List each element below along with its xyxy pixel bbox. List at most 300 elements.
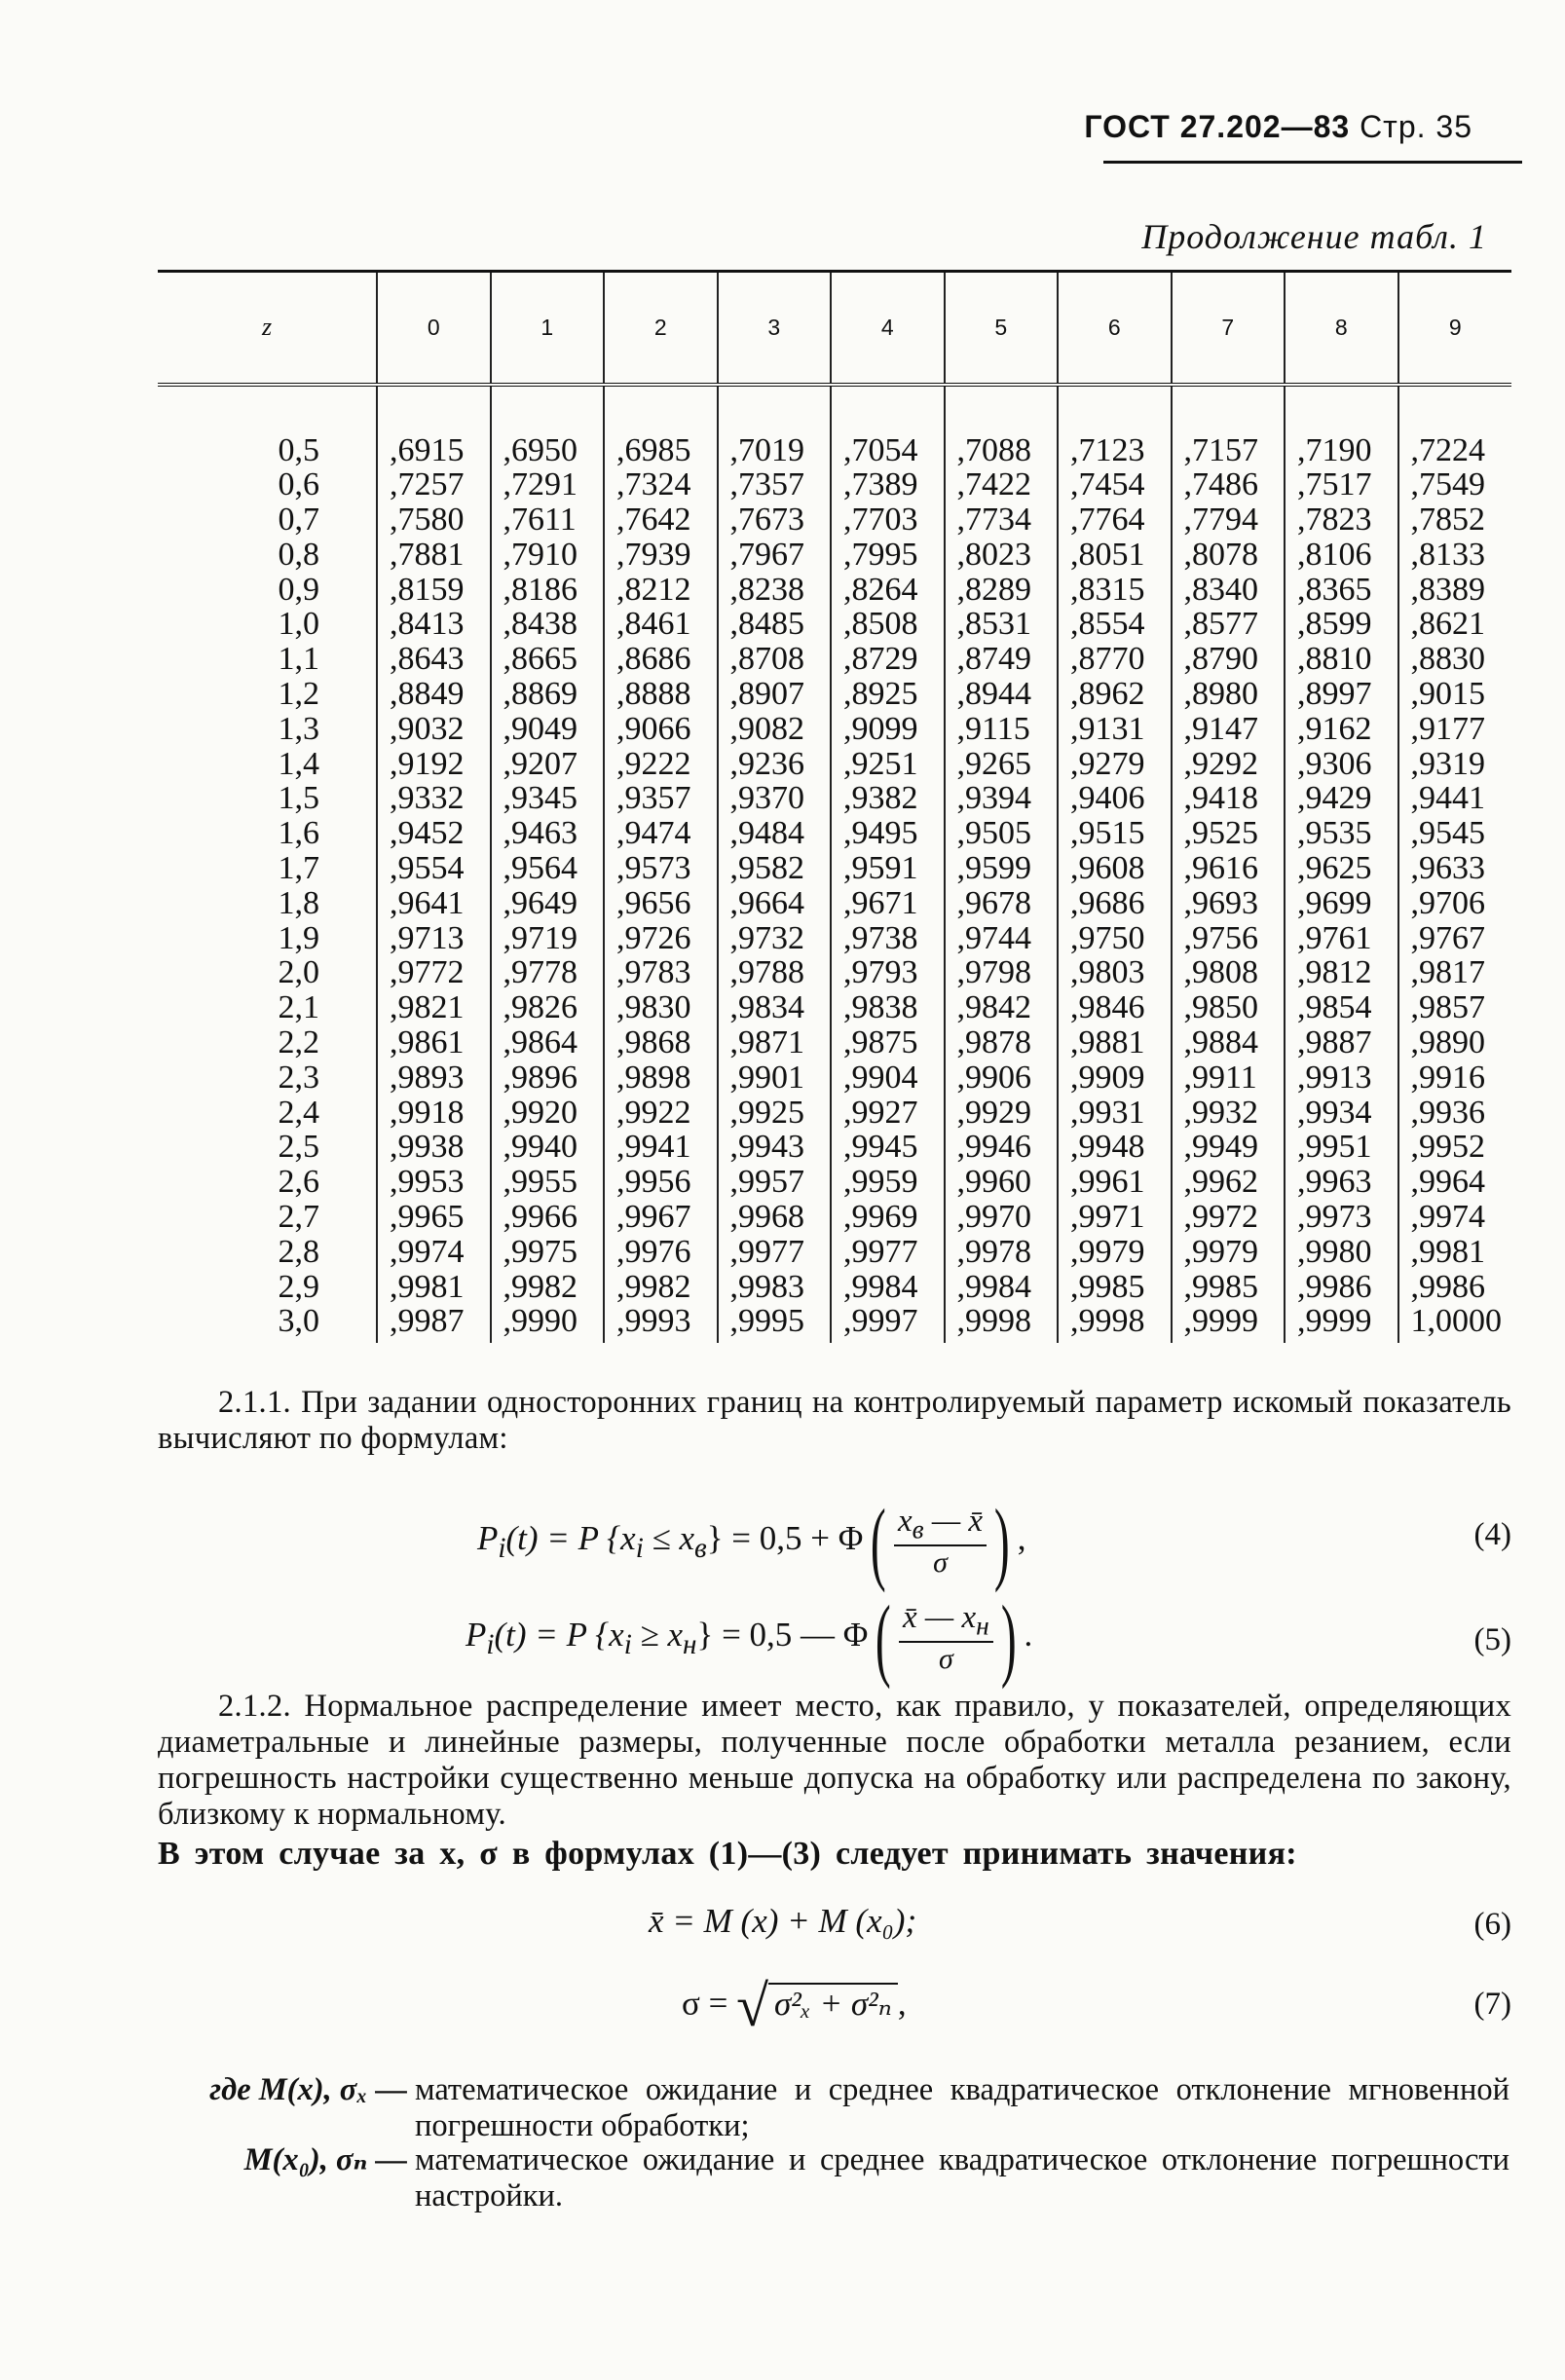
table-cell: ,9783 bbox=[604, 955, 718, 990]
table-cell: ,9032 bbox=[377, 712, 491, 747]
z-value-cell: 1,4 bbox=[278, 745, 319, 782]
table-cell: ,8289 bbox=[945, 573, 1059, 608]
table-cell: ,9633 bbox=[1398, 851, 1512, 886]
table-cell: ,9967 bbox=[604, 1200, 718, 1235]
table-cell: ,9049 bbox=[491, 712, 605, 747]
table-cell: ,9850 bbox=[1172, 990, 1286, 1025]
table-cell: ,9887 bbox=[1285, 1025, 1398, 1060]
table-cell: ,9964 bbox=[1398, 1165, 1512, 1200]
table-cell: ,8599 bbox=[1285, 607, 1398, 642]
table-cell: ,9484 bbox=[718, 816, 832, 851]
table-cell: ,9956 bbox=[604, 1165, 718, 1200]
table-cell: ,9993 bbox=[604, 1304, 718, 1343]
table-cell: ,7764 bbox=[1058, 502, 1172, 538]
table-cell: ,9515 bbox=[1058, 816, 1172, 851]
table-row bbox=[158, 955, 1511, 990]
table-cell: ,8413 bbox=[377, 607, 491, 642]
table-cell: ,8023 bbox=[945, 538, 1059, 573]
table-cell: ,9713 bbox=[377, 921, 491, 956]
table-cell: ,6950 bbox=[491, 385, 605, 468]
table-cell: ,9656 bbox=[604, 886, 718, 921]
equation-number-6: (6) bbox=[1473, 1907, 1511, 1942]
eq-subscript: в bbox=[694, 1533, 707, 1565]
eq-subscript: i bbox=[498, 1533, 506, 1565]
table-cell: ,7517 bbox=[1285, 467, 1398, 502]
table-cell: ,9984 bbox=[945, 1270, 1059, 1305]
table-header-row bbox=[158, 272, 1511, 385]
table-cell: ,7257 bbox=[377, 467, 491, 502]
table-cell: ,9812 bbox=[1285, 955, 1398, 990]
table-cell: ,9616 bbox=[1172, 851, 1286, 886]
z-value-cell: 0,8 bbox=[278, 536, 319, 573]
table-row bbox=[158, 1060, 1511, 1096]
table-cell: ,8907 bbox=[718, 677, 832, 712]
fraction bbox=[899, 1600, 993, 1677]
table-cell: ,9664 bbox=[718, 886, 832, 921]
table-cell: ,9608 bbox=[1058, 851, 1172, 886]
z-value-cell: 1,5 bbox=[278, 780, 319, 817]
paragraph-2-1-1 bbox=[158, 1385, 1511, 1457]
eq-subscript: i bbox=[623, 1629, 632, 1661]
column-header: 2 bbox=[604, 272, 718, 385]
table-cell: ,8051 bbox=[1058, 538, 1172, 573]
table-cell: ,8461 bbox=[604, 607, 718, 642]
table-cell: ,7486 bbox=[1172, 467, 1286, 502]
table-cell: ,9898 bbox=[604, 1060, 718, 1096]
table-cell: ,9896 bbox=[491, 1060, 605, 1096]
table-cell: ,8770 bbox=[1058, 642, 1172, 677]
column-header: 9 bbox=[1398, 272, 1512, 385]
equation-number-4: (4) bbox=[1473, 1517, 1511, 1552]
table-cell: ,9429 bbox=[1285, 781, 1398, 816]
radicand: σ²ₓ + σ²ₙ bbox=[768, 1983, 898, 2023]
eq-subscript: н bbox=[976, 1610, 989, 1641]
table-row bbox=[158, 990, 1511, 1025]
table-cell: ,9292 bbox=[1172, 747, 1286, 782]
table-cell: ,9974 bbox=[377, 1235, 491, 1270]
table-cell: ,8888 bbox=[604, 677, 718, 712]
table-cell: ,9979 bbox=[1058, 1235, 1172, 1270]
table-cell: ,9750 bbox=[1058, 921, 1172, 956]
definition-label: M(x₀), σₙ — bbox=[243, 2142, 407, 2177]
table-cell: ,9306 bbox=[1285, 747, 1398, 782]
table-cell: ,9960 bbox=[945, 1165, 1059, 1200]
table-cell: ,9945 bbox=[831, 1130, 945, 1165]
z-value-cell: 0,9 bbox=[278, 571, 319, 608]
table-cell: ,7642 bbox=[604, 502, 718, 538]
table-cell: ,9236 bbox=[718, 747, 832, 782]
table-cell: ,9968 bbox=[718, 1200, 832, 1235]
table-cell: ,9986 bbox=[1285, 1270, 1398, 1305]
table-cell: ,8078 bbox=[1172, 538, 1286, 573]
table-cell: ,9970 bbox=[945, 1200, 1059, 1235]
table-cell: ,9573 bbox=[604, 851, 718, 886]
table-cell: ,9985 bbox=[1058, 1270, 1172, 1305]
left-paren: ( bbox=[871, 1490, 887, 1593]
z-value-cell: 1,9 bbox=[278, 919, 319, 956]
table-cell: ,9861 bbox=[377, 1025, 491, 1060]
eq-symbol: P bbox=[466, 1616, 487, 1655]
eq-symbol: P bbox=[477, 1519, 499, 1558]
right-paren: ) bbox=[1000, 1586, 1017, 1690]
table-cell: ,9932 bbox=[1172, 1096, 1286, 1131]
table-cell: ,8962 bbox=[1058, 677, 1172, 712]
table-cell: ,9920 bbox=[491, 1096, 605, 1131]
table-cell: ,8643 bbox=[377, 642, 491, 677]
z-value-cell: 2,0 bbox=[278, 954, 319, 991]
table-cell: ,7224 bbox=[1398, 385, 1512, 468]
table-cell: ,9082 bbox=[718, 712, 832, 747]
table-cell: ,9925 bbox=[718, 1096, 832, 1131]
table-cell: ,9131 bbox=[1058, 712, 1172, 747]
table-cell: ,8508 bbox=[831, 607, 945, 642]
table-cell: ,9922 bbox=[604, 1096, 718, 1131]
table-cell: ,9999 bbox=[1172, 1304, 1286, 1343]
table-row bbox=[158, 538, 1511, 573]
table-cell: ,9726 bbox=[604, 921, 718, 956]
table-cell: ,9452 bbox=[377, 816, 491, 851]
z-value-cell: 1,3 bbox=[278, 710, 319, 747]
table-cell: ,8686 bbox=[604, 642, 718, 677]
table-cell: ,7019 bbox=[718, 385, 832, 468]
table-cell: ,9582 bbox=[718, 851, 832, 886]
table-row bbox=[158, 1130, 1511, 1165]
table-cell: ,9345 bbox=[491, 781, 605, 816]
table-row bbox=[158, 886, 1511, 921]
table-cell: ,8186 bbox=[491, 573, 605, 608]
table-cell: ,9864 bbox=[491, 1025, 605, 1060]
table-cell: ,9971 bbox=[1058, 1200, 1172, 1235]
table-row bbox=[158, 1235, 1511, 1270]
table-cell: ,9406 bbox=[1058, 781, 1172, 816]
table-cell: ,9980 bbox=[1285, 1235, 1398, 1270]
table-cell: ,9929 bbox=[945, 1096, 1059, 1131]
z-value-cell: 2,4 bbox=[278, 1094, 319, 1131]
table-cell: ,9591 bbox=[831, 851, 945, 886]
z-value-cell: 0,5 bbox=[278, 431, 319, 468]
definition-text: математическое ожидание и среднее квадратическое отклонение мгновенной погрешности обработки; bbox=[415, 2072, 1509, 2143]
fraction-denominator: σ bbox=[933, 1546, 948, 1580]
table-row bbox=[158, 385, 1511, 468]
table-row bbox=[158, 1096, 1511, 1131]
fraction-numerator: x bbox=[897, 1503, 913, 1539]
table-cell: ,9671 bbox=[831, 886, 945, 921]
table-cell: ,8869 bbox=[491, 677, 605, 712]
table-cell: ,9977 bbox=[831, 1235, 945, 1270]
z-value-cell: 1,8 bbox=[278, 884, 319, 921]
table-cell: ,7389 bbox=[831, 467, 945, 502]
table-cell: ,9927 bbox=[831, 1096, 945, 1131]
column-header: 7 bbox=[1172, 272, 1286, 385]
z-value-cell: 1,6 bbox=[278, 815, 319, 852]
table-cell: ,7673 bbox=[718, 502, 832, 538]
table-cell: ,9686 bbox=[1058, 886, 1172, 921]
table-cell: ,9370 bbox=[718, 781, 832, 816]
table-cell: ,8577 bbox=[1172, 607, 1286, 642]
table-cell: ,9778 bbox=[491, 955, 605, 990]
table-cell: ,9969 bbox=[831, 1200, 945, 1235]
table-cell: ,9418 bbox=[1172, 781, 1286, 816]
table-cell: ,9803 bbox=[1058, 955, 1172, 990]
table-cell: ,9979 bbox=[1172, 1235, 1286, 1270]
table-cell: ,8554 bbox=[1058, 607, 1172, 642]
z-value-cell: 1,0 bbox=[278, 606, 319, 643]
table-cell: ,9909 bbox=[1058, 1060, 1172, 1096]
table-cell: ,9761 bbox=[1285, 921, 1398, 956]
table-cell: ,9474 bbox=[604, 816, 718, 851]
table-cell: ,9649 bbox=[491, 886, 605, 921]
table-cell: ,9756 bbox=[1172, 921, 1286, 956]
table-row bbox=[158, 467, 1511, 502]
table-cell: ,9953 bbox=[377, 1165, 491, 1200]
table-cell: ,9319 bbox=[1398, 747, 1512, 782]
column-header: 5 bbox=[945, 272, 1059, 385]
table-cell: ,9854 bbox=[1285, 990, 1398, 1025]
table-cell: ,9641 bbox=[377, 886, 491, 921]
table-cell: ,9767 bbox=[1398, 921, 1512, 956]
z-value-cell: 1,7 bbox=[278, 850, 319, 887]
table-cell: ,9332 bbox=[377, 781, 491, 816]
z-value-cell: 2,2 bbox=[278, 1024, 319, 1061]
table-cell: ,7123 bbox=[1058, 385, 1172, 468]
table-cell: ,9936 bbox=[1398, 1096, 1512, 1131]
eq-subscript: н bbox=[683, 1629, 697, 1661]
page-header bbox=[1084, 109, 1472, 145]
z-value-cell: 2,8 bbox=[278, 1233, 319, 1270]
page-number: Стр. 35 bbox=[1360, 109, 1472, 144]
table-cell: ,9821 bbox=[377, 990, 491, 1025]
table-cell: ,9868 bbox=[604, 1025, 718, 1060]
table-cell: ,9732 bbox=[718, 921, 832, 956]
table-cell: ,9901 bbox=[718, 1060, 832, 1096]
eq-text: , bbox=[1017, 1519, 1026, 1558]
table-cell: ,9772 bbox=[377, 955, 491, 990]
table-row bbox=[158, 642, 1511, 677]
normal-distribution-table bbox=[158, 270, 1511, 1343]
table-cell: ,6915 bbox=[377, 385, 491, 468]
table-cell: ,9099 bbox=[831, 712, 945, 747]
table-cell: ,8315 bbox=[1058, 573, 1172, 608]
table-cell: ,9904 bbox=[831, 1060, 945, 1096]
table-row bbox=[158, 712, 1511, 747]
table-cell: ,9147 bbox=[1172, 712, 1286, 747]
table-cell: ,7734 bbox=[945, 502, 1059, 538]
column-header: 6 bbox=[1058, 272, 1172, 385]
table-cell: ,8749 bbox=[945, 642, 1059, 677]
table-cell: ,9990 bbox=[491, 1304, 605, 1343]
table-row bbox=[158, 1025, 1511, 1060]
table-cell: ,7422 bbox=[945, 467, 1059, 502]
table-cell: ,9115 bbox=[945, 712, 1059, 747]
eq-text: — x̄ bbox=[923, 1503, 984, 1539]
table-cell: ,9699 bbox=[1285, 886, 1398, 921]
z-value-cell: 2,7 bbox=[278, 1199, 319, 1236]
table-cell: ,9441 bbox=[1398, 781, 1512, 816]
table-cell: ,8708 bbox=[718, 642, 832, 677]
equation-5 bbox=[466, 1584, 1032, 1692]
table-cell: ,9599 bbox=[945, 851, 1059, 886]
table-cell: ,8729 bbox=[831, 642, 945, 677]
paragraph-text: 2.1.1. При задании односторонних границ на контролируемый параметр искомый показатель вычисляют по формулам: bbox=[158, 1385, 1511, 1456]
table-cell: ,8485 bbox=[718, 607, 832, 642]
eq-text: . bbox=[1024, 1616, 1033, 1655]
table-cell: ,8264 bbox=[831, 573, 945, 608]
table-cell: ,9943 bbox=[718, 1130, 832, 1165]
table-cell: ,9963 bbox=[1285, 1165, 1398, 1200]
table-cell: ,9975 bbox=[491, 1235, 605, 1270]
table-cell: ,9906 bbox=[945, 1060, 1059, 1096]
table-cell: ,9911 bbox=[1172, 1060, 1286, 1096]
table-cell: ,9015 bbox=[1398, 677, 1512, 712]
z-value-cell: 0,7 bbox=[278, 502, 319, 539]
table-cell: ,8340 bbox=[1172, 573, 1286, 608]
z-value-cell: 2,9 bbox=[278, 1268, 319, 1305]
table-cell: ,9251 bbox=[831, 747, 945, 782]
table-cell: ,8944 bbox=[945, 677, 1059, 712]
table-cell: ,8621 bbox=[1398, 607, 1512, 642]
table-cell: ,9934 bbox=[1285, 1096, 1398, 1131]
definition-2 bbox=[136, 2142, 1509, 2220]
table-cell: ,9977 bbox=[718, 1235, 832, 1270]
table-cell: ,8212 bbox=[604, 573, 718, 608]
z-value-cell: 2,1 bbox=[278, 989, 319, 1026]
table-cell: ,9788 bbox=[718, 955, 832, 990]
table-cell: ,8830 bbox=[1398, 642, 1512, 677]
table-cell: ,7967 bbox=[718, 538, 832, 573]
equation-6: x̄ = M (x) + M (x₀); bbox=[649, 1902, 917, 1940]
equation-4 bbox=[477, 1488, 1025, 1595]
table-cell: ,9986 bbox=[1398, 1270, 1512, 1305]
table-cell: ,9940 bbox=[491, 1130, 605, 1165]
table-row bbox=[158, 677, 1511, 712]
equation-number-5: (5) bbox=[1473, 1622, 1511, 1657]
table-cell: ,9871 bbox=[718, 1025, 832, 1060]
definition-1 bbox=[136, 2072, 1509, 2150]
table-cell: ,9564 bbox=[491, 851, 605, 886]
table-continuation-caption: Продолжение табл. 1 bbox=[1141, 217, 1487, 256]
table-cell: ,9838 bbox=[831, 990, 945, 1025]
left-paren: ( bbox=[876, 1586, 892, 1690]
table-cell: ,7190 bbox=[1285, 385, 1398, 468]
table-cell: ,9382 bbox=[831, 781, 945, 816]
table-cell: ,9962 bbox=[1172, 1165, 1286, 1200]
table-cell: ,9981 bbox=[1398, 1235, 1512, 1270]
table-cell: ,9842 bbox=[945, 990, 1059, 1025]
table-cell: ,9826 bbox=[491, 990, 605, 1025]
table-cell: ,7939 bbox=[604, 538, 718, 573]
table-cell: ,9875 bbox=[831, 1025, 945, 1060]
definition-text: математическое ожидание и среднее квадратическое отклонение погрешности настройки. bbox=[415, 2142, 1509, 2213]
table-cell: ,9706 bbox=[1398, 886, 1512, 921]
table-cell: ,9948 bbox=[1058, 1130, 1172, 1165]
table-cell: ,9192 bbox=[377, 747, 491, 782]
table-cell: ,8365 bbox=[1285, 573, 1398, 608]
table-cell: ,9066 bbox=[604, 712, 718, 747]
table-cell: ,9798 bbox=[945, 955, 1059, 990]
table-cell: ,9999 bbox=[1285, 1304, 1398, 1343]
table-cell: ,8238 bbox=[718, 573, 832, 608]
table-cell: ,9982 bbox=[491, 1270, 605, 1305]
table-cell: ,8531 bbox=[945, 607, 1059, 642]
table-cell: ,9976 bbox=[604, 1235, 718, 1270]
table-cell: ,9525 bbox=[1172, 816, 1286, 851]
table-cell: ,9265 bbox=[945, 747, 1059, 782]
fraction-numerator: x̄ — x bbox=[903, 1599, 977, 1635]
eq-text: ≥ x bbox=[631, 1616, 684, 1655]
table-cell: ,9984 bbox=[831, 1270, 945, 1305]
table-cell: ,9554 bbox=[377, 851, 491, 886]
table-cell: ,9878 bbox=[945, 1025, 1059, 1060]
table-cell: 1,0000 bbox=[1398, 1304, 1512, 1343]
table-cell: ,9913 bbox=[1285, 1060, 1398, 1096]
table-cell: ,8997 bbox=[1285, 677, 1398, 712]
table-cell: ,9955 bbox=[491, 1165, 605, 1200]
table-cell: ,9846 bbox=[1058, 990, 1172, 1025]
table-cell: ,9463 bbox=[491, 816, 605, 851]
table-cell: ,9857 bbox=[1398, 990, 1512, 1025]
table-cell: ,9793 bbox=[831, 955, 945, 990]
table-cell: ,9959 bbox=[831, 1165, 945, 1200]
table-cell: ,9965 bbox=[377, 1200, 491, 1235]
eq-text: } = 0,5 + Φ bbox=[706, 1519, 864, 1558]
header-rule bbox=[1103, 161, 1522, 164]
table-cell: ,9808 bbox=[1172, 955, 1286, 990]
table-cell: ,9966 bbox=[491, 1200, 605, 1235]
table-row bbox=[158, 781, 1511, 816]
eq-subscript: i bbox=[486, 1629, 495, 1661]
table-cell: ,9985 bbox=[1172, 1270, 1286, 1305]
table-cell: ,9177 bbox=[1398, 712, 1512, 747]
table-cell: ,9949 bbox=[1172, 1130, 1286, 1165]
table-row bbox=[158, 502, 1511, 538]
definition-label: где M(x), σₓ — bbox=[209, 2072, 407, 2107]
table-cell: ,7157 bbox=[1172, 385, 1286, 468]
table-cell: ,8925 bbox=[831, 677, 945, 712]
column-header: 0 bbox=[377, 272, 491, 385]
gost-number: ГОСТ 27.202—83 bbox=[1084, 109, 1351, 144]
eq-subscript: i bbox=[635, 1533, 644, 1565]
equation-number-7: (7) bbox=[1473, 1987, 1511, 2022]
table-cell: ,7703 bbox=[831, 502, 945, 538]
eq-subscript: в bbox=[912, 1513, 924, 1544]
table-cell: ,9693 bbox=[1172, 886, 1286, 921]
right-paren: ) bbox=[993, 1490, 1010, 1593]
table-cell: ,9893 bbox=[377, 1060, 491, 1096]
z-value-cell: 1,2 bbox=[278, 676, 319, 713]
table-cell: ,6985 bbox=[604, 385, 718, 468]
table-cell: ,7794 bbox=[1172, 502, 1286, 538]
eq-text: } = 0,5 — Φ bbox=[696, 1616, 869, 1655]
table-cell: ,7580 bbox=[377, 502, 491, 538]
eq-text: (t) = P {x bbox=[505, 1519, 636, 1558]
table-cell: ,9535 bbox=[1285, 816, 1398, 851]
table-cell: ,7357 bbox=[718, 467, 832, 502]
table-cell: ,8159 bbox=[377, 573, 491, 608]
z-value-cell: 3,0 bbox=[278, 1303, 319, 1340]
table-cell: ,9983 bbox=[718, 1270, 832, 1305]
table-cell: ,9973 bbox=[1285, 1200, 1398, 1235]
table-cell: ,9744 bbox=[945, 921, 1059, 956]
z-value-cell: 2,6 bbox=[278, 1164, 319, 1201]
table-cell: ,7823 bbox=[1285, 502, 1398, 538]
table-cell: ,9738 bbox=[831, 921, 945, 956]
table-cell: ,9972 bbox=[1172, 1200, 1286, 1235]
table-cell: ,9974 bbox=[1398, 1200, 1512, 1235]
table-cell: ,9931 bbox=[1058, 1096, 1172, 1131]
table-cell: ,9884 bbox=[1172, 1025, 1286, 1060]
eq-text: , bbox=[897, 1984, 907, 2023]
table-cell: ,9918 bbox=[377, 1096, 491, 1131]
